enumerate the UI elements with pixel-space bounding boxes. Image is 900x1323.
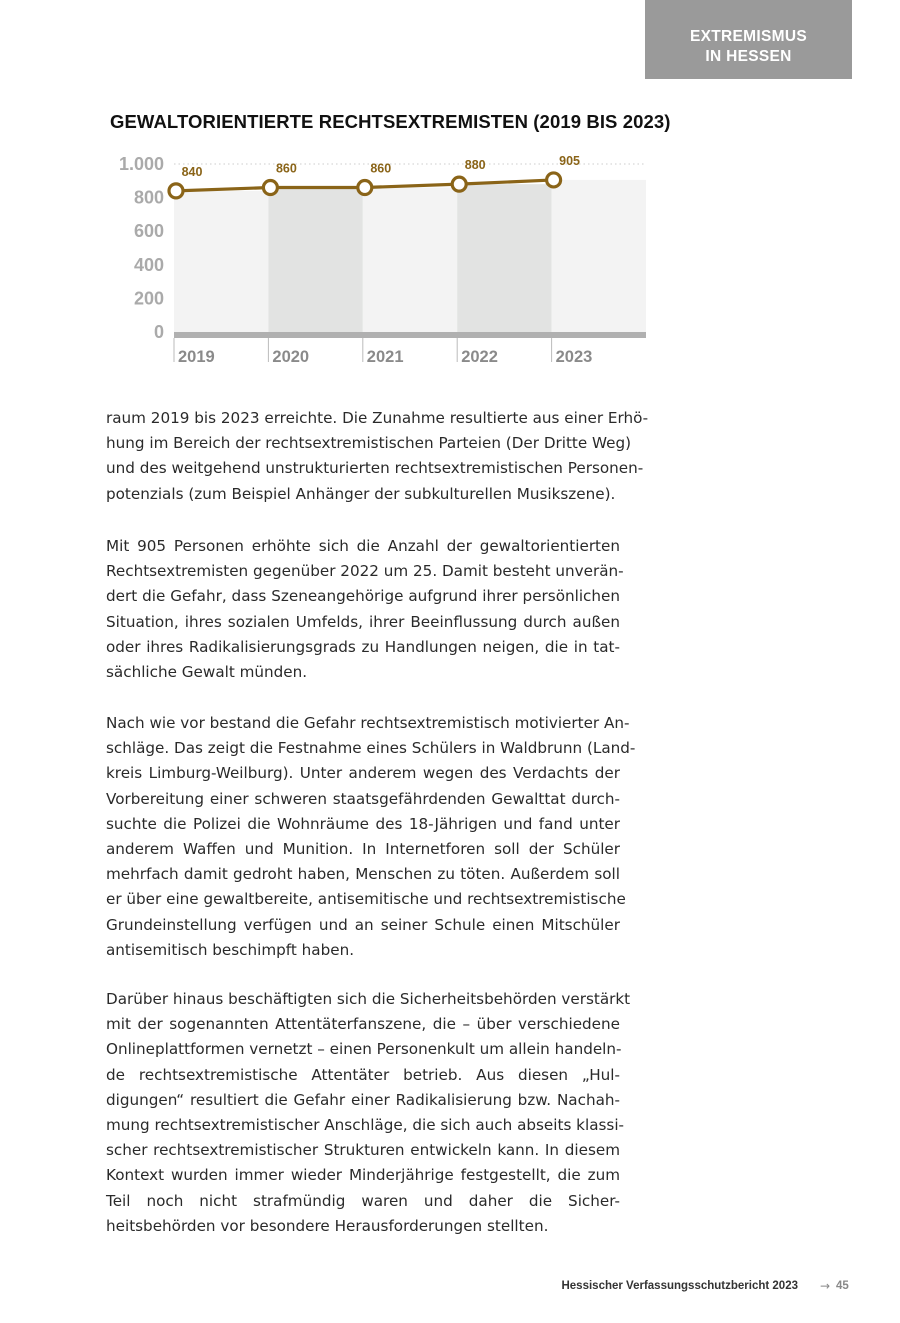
text-line: potenzials (zum Beispiel Anhänger der subkulturellen Musikszene). xyxy=(106,484,616,503)
text-line: Teil noch nicht strafmündig waren und daher die Sicher- xyxy=(106,1191,620,1210)
data-label: 860 xyxy=(370,161,392,176)
text-line: hung im Bereich der rechtsextremistischen Parteien (Der Dritte Weg) xyxy=(106,434,632,453)
y-tick-label: 200 xyxy=(133,288,164,309)
text-line: er über eine gewaltbereite, antisemitische und rechtsextremistische xyxy=(106,890,626,909)
chart-baseline xyxy=(174,332,646,338)
text-line: Darüber hinaus beschäftigten sich die Sicherheitsbehörden verstärkt xyxy=(106,990,631,1008)
paragraph-2 xyxy=(106,534,624,685)
line-chart xyxy=(100,148,660,373)
text-line: digungen“ resultiert die Gefahr einer Radikalisierung bzw. Nachah- xyxy=(106,1090,620,1109)
text-line: heitsbehörden vor besondere Herausforderungen stellten. xyxy=(106,1216,549,1235)
data-label: 905 xyxy=(559,153,581,168)
y-tick-label: 600 xyxy=(133,221,164,242)
text-line: dert die Gefahr, dass Szeneangehörige aufgrund ihrer persönlichen xyxy=(106,587,620,606)
data-label: 840 xyxy=(181,164,203,179)
text-line: Situation, ihres sozialen Umfelds, ihrer Beeinflussung durch außen xyxy=(106,612,620,631)
data-point-marker xyxy=(169,184,183,198)
chart-title: GEWALTORIENTIERTE RECHTSEXTREMISTEN (2019 BIS 2023) xyxy=(110,111,671,132)
y-tick-label: 0 xyxy=(153,322,164,342)
text-line: anderem Waffen und Munition. In Internetforen soll der Schüler xyxy=(106,840,620,859)
paragraph-1 xyxy=(106,406,649,507)
text-line: raum 2019 bis 2023 erreichte. Die Zunahme resultierte aus einer Erhö- xyxy=(106,409,649,427)
text-line: antisemitisch beschimpft haben. xyxy=(106,940,355,959)
data-point-marker xyxy=(547,173,561,187)
text-line: sächliche Gewalt münden. xyxy=(106,663,308,682)
section-tab-line1: EXTREMISMUS xyxy=(690,28,807,45)
text-line: Kontext wurden immer wieder Minderjährige festgestellt, die zum xyxy=(106,1166,620,1185)
y-tick-label: 1.000 xyxy=(118,154,164,174)
x-tick-label: 2023 xyxy=(555,348,593,366)
chart-column-band xyxy=(457,184,551,332)
chart-column-band xyxy=(174,191,268,332)
text-line: Grundeinstellung verfügen und an seiner Schule einen Mitschüler xyxy=(106,915,620,934)
text-line: de rechtsextremistische Attentäter betrieb. Aus diesen „Hul- xyxy=(106,1065,620,1084)
x-tick-label: 2020 xyxy=(272,348,310,366)
text-line: mehrfach damit gedroht haben, Menschen zu töten. Außerdem soll xyxy=(106,865,620,884)
x-tick-label: 2021 xyxy=(366,348,404,366)
data-label: 860 xyxy=(275,161,297,176)
text-line: scher rechtsextremistischer Strukturen entwickeln kann. In diesem xyxy=(106,1141,620,1160)
text-line: kreis Limburg-Weilburg). Unter anderem wegen des Verdachts der xyxy=(106,764,620,783)
chart-column-band xyxy=(552,180,646,332)
footer-arrow-icon: → xyxy=(820,1279,831,1293)
x-tick-label: 2022 xyxy=(461,348,498,366)
chart-column-band xyxy=(268,188,362,332)
section-tab-line2: IN HESSEN xyxy=(705,48,792,65)
text-line: schläge. Das zeigt die Festnahme eines Schülers in Waldbrunn (Land- xyxy=(106,739,636,758)
text-line: Mit 905 Personen erhöhte sich die Anzahl der gewaltorientierten xyxy=(106,537,620,555)
text-line: suchte die Polizei die Wohnräume des 18-Jährigen und fand unter xyxy=(106,814,620,833)
paragraph-4 xyxy=(106,987,631,1239)
data-point-marker xyxy=(358,181,372,195)
paragraph-3 xyxy=(106,711,636,963)
data-point-marker xyxy=(263,181,277,195)
text-line: Rechtsextremisten gegenüber 2022 um 25. Damit besteht unverän- xyxy=(106,562,624,581)
data-label: 880 xyxy=(464,158,486,173)
text-line: mit der sogenannten Attentäterfanszene, die – über verschiedene xyxy=(106,1015,620,1034)
x-tick-label: 2019 xyxy=(178,348,215,366)
text-line: und des weitgehend unstrukturierten rechtsextremistischen Personen- xyxy=(106,459,644,478)
text-line: oder ihres Radikalisierungsgrads zu Handlungen neigen, die in tat- xyxy=(106,637,620,656)
text-line: mung rechtsextremistischer Anschläge, die sich auch abseits klassi- xyxy=(106,1116,625,1135)
data-point-marker xyxy=(452,177,466,191)
chart-column-band xyxy=(363,188,457,332)
text-line: Nach wie vor bestand die Gefahr rechtsextremistisch motivierter An- xyxy=(106,714,630,732)
y-tick-label: 800 xyxy=(133,187,164,208)
text-line: Vorbereitung einer schweren staatsgefährdenden Gewalttat durch- xyxy=(106,789,620,808)
section-tab xyxy=(645,0,852,79)
y-tick-label: 400 xyxy=(133,254,164,275)
footer-page-number: 45 xyxy=(836,1280,849,1292)
footer-report-title: Hessischer Verfassungsschutzbericht 2023 xyxy=(561,1280,798,1292)
text-line: Onlineplattformen vernetzt – einen Personenkult um allein handeln- xyxy=(106,1040,622,1059)
